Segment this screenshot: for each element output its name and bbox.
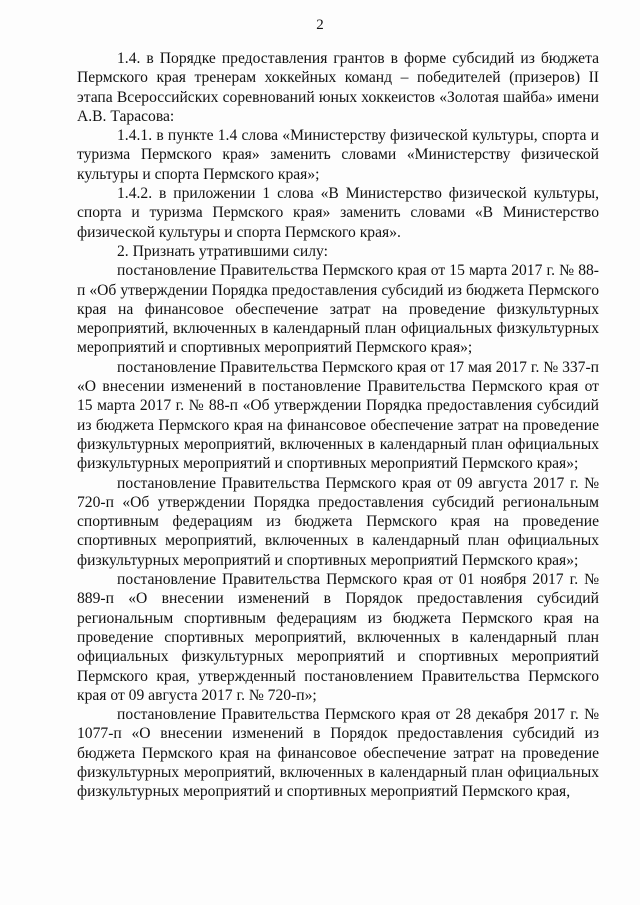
paragraph-resolution-337: постановление Правительства Пермского края от 17 мая 2017 г. № 337-п «О внесении изменений в постановление Правительства Пермского края от 15 марта 2017 г. № 88-п «Об утверждении Порядка предоставления субсидий из бюджета Пермского края на финансовое обеспечение затрат на проведение физкультурных мероприятий, включенных в календарный план официальных физкультурных мероприятий и спортивных мероприятий Пермского края»; — [77, 358, 599, 473]
paragraph-1-4-2: 1.4.2. в приложении 1 слова «В Министерство физической культуры, спорта и туризма Пермского края» заменить словами «В Министерство физической культуры и спорта Пермского края». — [77, 185, 599, 241]
paragraph-resolution-88: постановление Правительства Пермского края от 15 марта 2017 г. № 88-п «Об утверждении Порядка предоставления субсидий из бюджета Пермского края на финансовое обеспечение затрат на проведение физкультурных мероприятий, включенных в календарный план официальных физкультурных мероприятий и спортивных мероприятий Пермского края»; — [77, 262, 599, 357]
page-number: 2 — [316, 17, 324, 33]
paragraph-resolution-1077: постановление Правительства Пермского края от 28 декабря 2017 г. № 1077-п «О внесении изменений в Порядок предоставления субсидий из бюджета Пермского края на финансовое обеспечение затрат на проведение физкультурных мероприятий, включенных в календарный план официальных физкультурных мероприятий и спортивных мероприятий Пермского края, — [77, 706, 599, 801]
paragraph-resolution-720: постановление Правительства Пермского края от 09 августа 2017 г. № 720-п «Об утверждении Порядка предоставления субсидий региональным спортивным федерациям из бюджета Пермского края на проведение спортивных мероприятий, включенных в календарный план официальных физкультурных мероприятий и спортивных мероприятий Пермского края»; — [77, 474, 599, 569]
document-body — [77, 49, 599, 802]
paragraph-resolution-889: постановление Правительства Пермского края от 01 ноября 2017 г. № 889-п «О внесении изменений в Порядок предоставления субсидий региональным спортивным федерациям из бюджета Пермского края на проведение спортивных мероприятий, включенных в календарный план официальных физкультурных мероприятий и спортивных мероприятий Пермского края, утвержденный постановлением Правительства Пермского края от 09 августа 2017 г. № 720-п»; — [77, 571, 599, 704]
paragraph-1-4-1: 1.4.1. в пункте 1.4 слова «Министерству физической культуры, спорта и туризма Пермского края» заменить словами «Министерству физической культуры и спорта Пермского края»; — [77, 127, 599, 183]
paragraph-2: 2. Признать утратившими силу: — [117, 242, 328, 260]
paragraph-1-4: 1.4. в Порядке предоставления грантов в форме субсидий из бюджета Пермского края тренерам хоккейных команд – победителей (призеров) II этапа Всероссийских соревнований юных хоккеистов «Золотая шайба» имени А.В. Тарасова: — [77, 50, 599, 125]
